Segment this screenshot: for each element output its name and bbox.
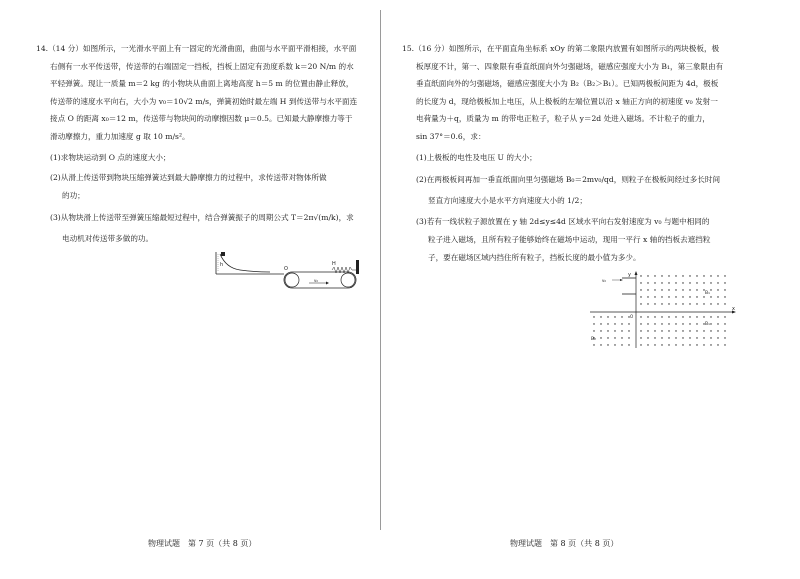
field-dot (614, 337, 615, 338)
dots-first-quadrant (640, 275, 725, 304)
field-dot (607, 323, 608, 324)
field-dot (682, 316, 683, 317)
q15-label-o: O (630, 314, 634, 319)
field-dot (675, 275, 676, 276)
q15-part-2-cont: 竖直方向速度大小是水平方向速度大小的 1/2； (428, 195, 587, 205)
question-15 (402, 40, 764, 266)
field-dot (640, 344, 641, 345)
field-dot (647, 323, 648, 324)
field-dot (724, 289, 725, 290)
field-dot (675, 289, 676, 290)
field-dot (724, 296, 725, 297)
field-dot (689, 344, 690, 345)
field-dot (640, 289, 641, 290)
field-dot (703, 337, 704, 338)
field-dot (614, 344, 615, 345)
field-dot (647, 275, 648, 276)
field-dot (675, 337, 676, 338)
q14-line-3: 平轻弹簧。现让一质量 m＝2 kg 的小物块从曲面上离地高度 h＝5 m 的位置由静止释放， (50, 79, 354, 89)
q15-line-2: 板厚度不计，第一、四象限有垂直纸面向外匀强磁场，磁感应强度大小为 B₁，第三象限由有 (416, 61, 724, 71)
field-dot (682, 337, 683, 338)
field-dot (600, 330, 601, 331)
field-dot (682, 330, 683, 331)
field-dot (696, 330, 697, 331)
q15-label-b1-top: B₁ (705, 291, 710, 296)
field-dot (600, 323, 601, 324)
field-dot (614, 316, 615, 317)
q15-line-6: sin 37°＝0.6，求： (416, 131, 486, 141)
field-dot (654, 275, 655, 276)
field-dot (710, 323, 711, 324)
field-dot (696, 275, 697, 276)
q15-part-2: (2)在两极板间再加一垂直纸面向里匀强磁场 B₀＝2mv₀/qd，则粒子在极板间经过多长时间 (416, 175, 721, 185)
field-dot (675, 344, 676, 345)
q14-line-4: 传送带的速度水平向右，大小为 v₀＝10√2 m/s，弹簧初始时最左端 H 到传送带与水平面连 (50, 96, 358, 106)
field-dot (647, 344, 648, 345)
field-dot (600, 316, 601, 317)
field-dot (682, 275, 683, 276)
field-dot (621, 344, 622, 345)
field-dot (675, 296, 676, 297)
q15-line-4: 的长度为 d，现给极板加上电压，从上极板的左端位置以沿 x 轴正方向的初速度 v₀ 发射一 (416, 96, 718, 106)
q14-line-6: 滑动摩擦力，重力加速度 g 取 10 m/s²。 (50, 131, 190, 141)
field-dot (661, 275, 662, 276)
q14-line-5: 接点 O 的距离 x₀＝12 m，传送带与物块间的动摩擦因数 μ＝0.5。已知最大静摩擦力等于 (50, 114, 353, 124)
field-dot (661, 289, 662, 290)
field-dot (689, 303, 690, 304)
field-dot (724, 330, 725, 331)
field-dot (710, 296, 711, 297)
field-dot (647, 330, 648, 331)
field-dot (682, 296, 683, 297)
field-dot (717, 323, 718, 324)
q14-part-2-cont: 的功； (62, 190, 85, 200)
field-dot (710, 275, 711, 276)
field-dot (668, 330, 669, 331)
field-dot (668, 323, 669, 324)
q14-label-v0: v₀ (314, 278, 318, 283)
field-dot (724, 275, 725, 276)
field-dot (703, 275, 704, 276)
field-dot (661, 337, 662, 338)
field-dot (640, 303, 641, 304)
field-dot (607, 316, 608, 317)
q14-line-2: 右侧有一水平传送带，传送带的右端固定一挡板，挡板上固定有劲度系数 k＝20 N/m 的水 (50, 61, 354, 71)
field-dot (696, 289, 697, 290)
field-dot (682, 303, 683, 304)
field-dot (600, 337, 601, 338)
field-dot (654, 337, 655, 338)
field-dot (675, 282, 676, 283)
q14-part-3: (3)从物块滑上传送带至弹簧压缩最短过程中，结合弹簧振子的周期公式 T＝2π√(m/k)，求 (50, 213, 354, 223)
field-dot (703, 316, 704, 317)
field-dot (593, 344, 594, 345)
q14-part-2: (2)从滑上传送带到物块压缩弹簧达到最大静摩擦力的过程中，求传送带对物体所做 (50, 173, 327, 183)
field-dot (661, 323, 662, 324)
field-dot (703, 344, 704, 345)
field-dot (710, 316, 711, 317)
field-dot (696, 316, 697, 317)
field-dot (668, 344, 669, 345)
field-dot (621, 330, 622, 331)
field-dot (640, 296, 641, 297)
field-dot (640, 323, 641, 324)
field-dot (717, 330, 718, 331)
field-dot (689, 275, 690, 276)
column-divider (380, 10, 381, 530)
field-dot (600, 344, 601, 345)
field-dot (621, 323, 622, 324)
field-dot (647, 316, 648, 317)
q14-label-h2: H (332, 261, 336, 267)
field-dot (607, 330, 608, 331)
field-dot (654, 316, 655, 317)
field-dot (710, 282, 711, 283)
dots-fourth-quadrant (640, 316, 725, 345)
q15-part-3-cont-2: 子，要在磁场区域内挡住所有粒子，挡板长度的最小值为多少。 (428, 252, 641, 262)
field-dot (668, 316, 669, 317)
field-dot (710, 344, 711, 345)
field-dot (724, 323, 725, 324)
field-dot (724, 303, 725, 304)
field-dot (607, 344, 608, 345)
field-dot (682, 323, 683, 324)
field-dot (661, 330, 662, 331)
q14-label-o: O (284, 266, 288, 272)
q14-line-1: 14.（14 分）如图所示，一光滑水平面上有一固定的光滑曲面，曲面与水平面平滑相接，水平面 (36, 44, 357, 53)
field-dot (724, 282, 725, 283)
field-dot (628, 316, 629, 317)
field-dot (689, 323, 690, 324)
field-dot (717, 316, 718, 317)
field-dot (710, 303, 711, 304)
field-dot (717, 275, 718, 276)
field-dot (710, 289, 711, 290)
field-dot (668, 337, 669, 338)
field-dot (689, 296, 690, 297)
field-dot (640, 275, 641, 276)
field-dot (689, 337, 690, 338)
q15-line-3: 垂直纸面向外的匀强磁场，磁感应强度大小为 B₂（B₂＞B₁）。已知两极板间距为 4d，极板 (416, 79, 719, 89)
q15-part-1: (1)上极板的电性及电压 U 的大小； (416, 152, 537, 162)
q15-part-3-cont-1: 粒子进入磁场，且所有粒子能够始终在磁场中运动，现用一平行 x 轴的挡板去遮挡粒 (428, 234, 711, 244)
field-dot (675, 323, 676, 324)
q15-label-v0: v₀ (602, 278, 606, 283)
field-dot (717, 296, 718, 297)
field-dot (647, 289, 648, 290)
field-dot (654, 296, 655, 297)
field-dot (654, 323, 655, 324)
field-dot (661, 316, 662, 317)
field-dot (661, 344, 662, 345)
field-dot (724, 344, 725, 345)
field-dot (654, 344, 655, 345)
field-dot (689, 289, 690, 290)
field-dot (621, 316, 622, 317)
field-dot (628, 330, 629, 331)
field-dot (654, 282, 655, 283)
field-dot (614, 323, 615, 324)
field-dot (668, 296, 669, 297)
field-dot (661, 282, 662, 283)
field-dot (628, 344, 629, 345)
field-dot (724, 337, 725, 338)
q14-figure (214, 246, 374, 296)
field-dot (717, 303, 718, 304)
field-dot (717, 289, 718, 290)
q15-line-1: 15.（16 分）如图所示，在平面直角坐标系 xOy 的第二象限内放置有如图所示的两块极板，极 (402, 44, 720, 53)
field-dot (675, 303, 676, 304)
q15-label-y: y (628, 272, 631, 278)
field-dot (668, 303, 669, 304)
field-dot (647, 282, 648, 283)
field-dot (710, 330, 711, 331)
field-dot (607, 337, 608, 338)
field-dot (696, 344, 697, 345)
field-dot (717, 282, 718, 283)
field-dot (647, 303, 648, 304)
field-dot (654, 330, 655, 331)
field-dot (661, 296, 662, 297)
q15-line-5: 电荷量为＋q，质量为 m 的带电正粒子，粒子从 y＝2d 处进入磁场。不计粒子的重力， (416, 114, 710, 124)
field-dot (717, 337, 718, 338)
field-dot (593, 316, 594, 317)
field-dot (682, 289, 683, 290)
q14-label-h: h (220, 262, 224, 268)
field-dot (647, 296, 648, 297)
field-dot (710, 337, 711, 338)
field-dot (628, 337, 629, 338)
field-dot (703, 296, 704, 297)
field-dot (640, 337, 641, 338)
field-dot (703, 330, 704, 331)
field-dot (689, 282, 690, 283)
field-dot (703, 282, 704, 283)
footer-page-8: 物理试题 第 8 页（共 8 页） (510, 539, 619, 548)
q14-part-1: (1)求物块运动到 O 点的速度大小； (50, 152, 171, 162)
q15-label-b1-bottom: B₁ (705, 322, 710, 327)
field-dot (675, 316, 676, 317)
field-dot (696, 303, 697, 304)
field-dot (668, 289, 669, 290)
field-dot (654, 289, 655, 290)
field-dot (689, 316, 690, 317)
field-dot (654, 303, 655, 304)
field-dot (696, 282, 697, 283)
field-dot (682, 344, 683, 345)
field-dot (696, 296, 697, 297)
field-dot (661, 303, 662, 304)
field-dot (647, 337, 648, 338)
field-dot (640, 316, 641, 317)
field-dot (593, 323, 594, 324)
field-dot (668, 282, 669, 283)
field-dot (682, 282, 683, 283)
field-dot (689, 330, 690, 331)
field-dot (640, 282, 641, 283)
field-dot (621, 337, 622, 338)
field-dot (724, 316, 725, 317)
field-dot (593, 330, 594, 331)
field-dot (717, 344, 718, 345)
field-dot (614, 330, 615, 331)
q15-label-b2: B₂ (591, 337, 596, 342)
field-dot (668, 275, 669, 276)
question-14 (36, 40, 364, 283)
field-dot (628, 323, 629, 324)
q15-part-3: (3)若有一线状粒子源放置在 y 轴 2d≤y≤4d 区域水平向右发射速度为 v₀ 与题中相同的 (416, 217, 710, 227)
field-dot (640, 330, 641, 331)
q15-figure (588, 270, 738, 350)
q15-label-x: x (732, 306, 735, 312)
field-dot (675, 330, 676, 331)
field-dot (696, 323, 697, 324)
field-dot (696, 337, 697, 338)
footer-page-7: 物理试题 第 7 页（共 8 页） (148, 539, 257, 548)
q14-part-3-cont: 电动机对传送带多做的功。 (62, 233, 154, 243)
dots-third-quadrant (593, 316, 629, 345)
field-dot (703, 303, 704, 304)
